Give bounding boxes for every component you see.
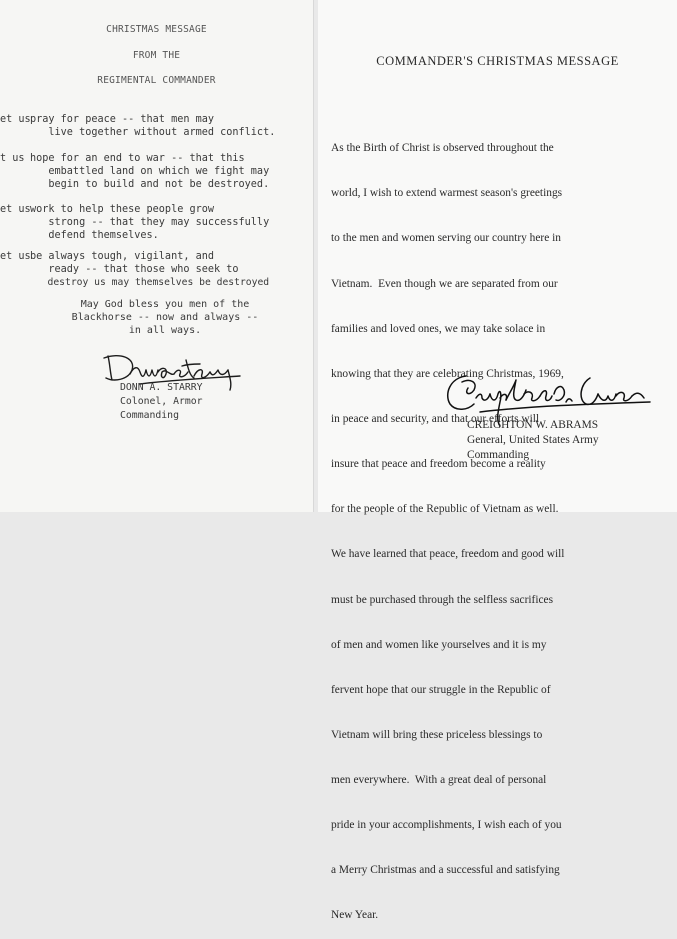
abrams-role: Commanding — [467, 449, 530, 461]
starry-rank: Colonel, Armor — [120, 396, 203, 407]
body-line: insure that peace and freedom become a reality — [331, 458, 546, 471]
body-line: must be purchased through the selfless sacrifices — [331, 593, 554, 606]
paragraph-line: begin to build and not be destroyed. — [30, 179, 270, 190]
paragraph-lead: et us — [0, 114, 31, 125]
body-line: New Year. — [331, 909, 379, 922]
paragraph-line: work to help these people grow — [30, 204, 215, 215]
paragraph-line: pray for peace -- that men may — [30, 114, 215, 125]
body-line: pride in your accomplishments, I wish each of you — [331, 819, 562, 832]
body-line: in peace and security, and that our efforts will — [331, 412, 540, 425]
body-line: Vietnam. Even though we are separated from our — [331, 277, 558, 290]
paragraph-lead: et us — [0, 204, 31, 215]
paragraph-line: strong -- that they may successfully — [30, 217, 270, 228]
body-line: knowing that they are celebrating Christmas, 1969, — [331, 367, 564, 380]
right-letter-title: COMMANDER'S CHRISTMAS MESSAGE — [376, 54, 619, 68]
body-line: for the people of the Republic of Vietnam as well. — [331, 503, 559, 516]
abrams-rank: General, United States Army — [467, 434, 599, 446]
paragraph-lead: et us — [0, 251, 31, 262]
paragraph-lead: t us — [0, 153, 25, 164]
body-line: fervent hope that our struggle in the Republic of — [331, 683, 551, 696]
abrams-name: CREIGHTON W. ABRAMS — [467, 419, 599, 431]
paragraph-line: embattled land on which we fight may — [30, 166, 270, 177]
body-line: to the men and women serving our country here in — [331, 232, 561, 245]
body-line: a Merry Christmas and a successful and satisfying — [331, 864, 560, 877]
body-line: men everywhere. With a great deal of personal — [331, 774, 547, 787]
left-header-line-3: REGIMENTAL COMMANDER — [97, 75, 216, 86]
paragraph-line: be always tough, vigilant, and — [30, 251, 215, 262]
paragraph-line: hope for an end to war -- that this — [30, 153, 245, 164]
body-line: world, I wish to extend warmest season's greetings — [331, 187, 563, 200]
body-line: As the Birth of Christ is observed throughout the — [331, 142, 554, 155]
starry-role: Commanding — [120, 410, 179, 421]
paragraph-line: destroy us may themselves be destroyed — [30, 277, 270, 288]
body-line: We have learned that peace, freedom and good will — [331, 548, 565, 561]
left-header-line-1: CHRISTMAS MESSAGE — [106, 24, 207, 35]
body-line: families and loved ones, we may take solace in — [331, 322, 546, 335]
left-header-line-2: FROM THE — [132, 50, 181, 61]
right-letter-body — [331, 111, 661, 939]
starry-name: DONN A. STARRY — [120, 382, 203, 393]
body-line: Vietnam will bring these priceless blessings to — [331, 728, 543, 741]
paragraph-line: ready -- that those who seek to — [30, 264, 239, 275]
paragraph-line: defend themselves. — [30, 230, 159, 241]
body-line: of men and women like yourselves and it is my — [331, 638, 547, 651]
paragraph-line: live together without armed conflict. — [30, 127, 276, 138]
left-closing-blessing: May God bless you men of the Blackhorse -- now and always -- in all ways. — [71, 299, 259, 336]
